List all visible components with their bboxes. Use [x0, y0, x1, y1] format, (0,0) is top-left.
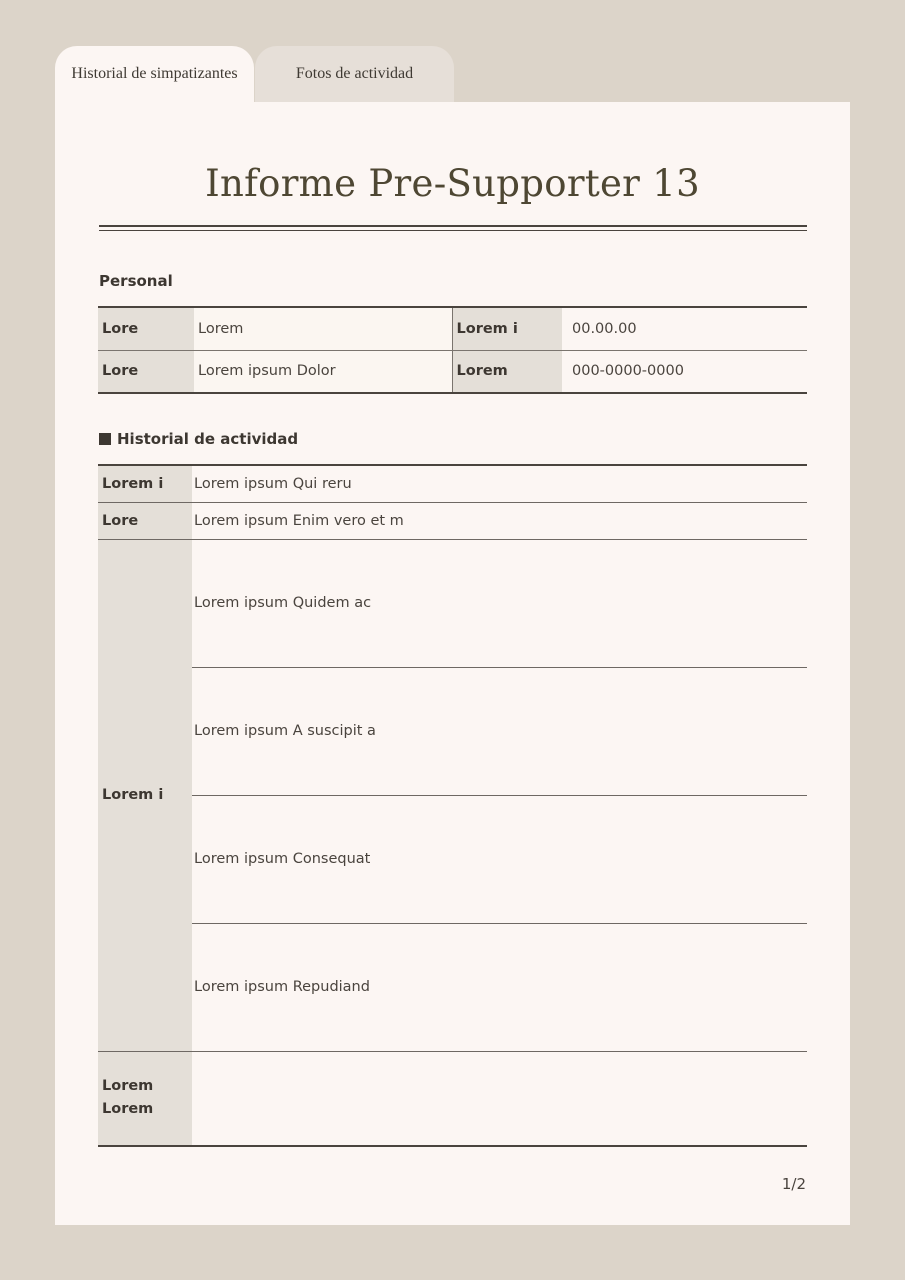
history-row: [98, 667, 807, 795]
personal-row: [98, 307, 807, 350]
personal-value: Lorem ipsum Dolor: [194, 350, 452, 393]
history-value: Lorem ipsum Repudiand: [192, 923, 807, 1051]
history-row: [98, 502, 807, 539]
tab-fotos-actividad[interactable]: Fotos de actividad: [255, 46, 454, 102]
tab-historial-simpatizantes[interactable]: Historial de simpatizantes: [55, 46, 254, 102]
history-label: Lore: [98, 502, 192, 539]
personal-label: Lorem i: [452, 307, 562, 350]
history-row: [98, 465, 807, 502]
square-bullet-icon: [99, 433, 111, 445]
history-value: Lorem ipsum Consequat: [192, 795, 807, 923]
history-heading-text: Historial de actividad: [117, 430, 299, 448]
personal-table: [98, 306, 807, 394]
report-sheet: [55, 102, 850, 1225]
history-value: [192, 1051, 807, 1146]
personal-row: [98, 350, 807, 393]
history-group-label: Lorem i: [98, 539, 192, 1051]
personal-value: Lorem: [194, 307, 452, 350]
history-label: Lorem i: [98, 465, 192, 502]
history-value: Lorem ipsum Quidem ac: [192, 539, 807, 667]
history-value: Lorem ipsum Qui reru: [194, 475, 352, 492]
history-table: [98, 464, 807, 1147]
personal-label: Lore: [98, 350, 194, 393]
history-value: Lorem ipsum Enim vero et m: [192, 502, 807, 539]
history-row: [98, 795, 807, 923]
personal-value: 000-0000-0000: [562, 350, 807, 393]
history-label: [98, 1051, 192, 1146]
title-divider: [99, 225, 807, 231]
page-number: 1/2: [781, 1175, 806, 1193]
personal-label: Lorem: [452, 350, 562, 393]
history-row: [98, 539, 807, 667]
personal-section-heading: Personal: [99, 272, 173, 290]
history-label-line: Lorem: [102, 1101, 154, 1118]
history-row: [98, 1051, 807, 1146]
personal-label: Lore: [98, 307, 194, 350]
history-label-line: Lorem: [102, 1078, 154, 1095]
personal-value: 00.00.00: [562, 307, 807, 350]
history-section-heading: [99, 430, 298, 448]
history-row: [98, 923, 807, 1051]
page-title: Informe Pre-Supporter 13: [205, 162, 700, 205]
history-value: Lorem ipsum A suscipit a: [192, 667, 807, 795]
